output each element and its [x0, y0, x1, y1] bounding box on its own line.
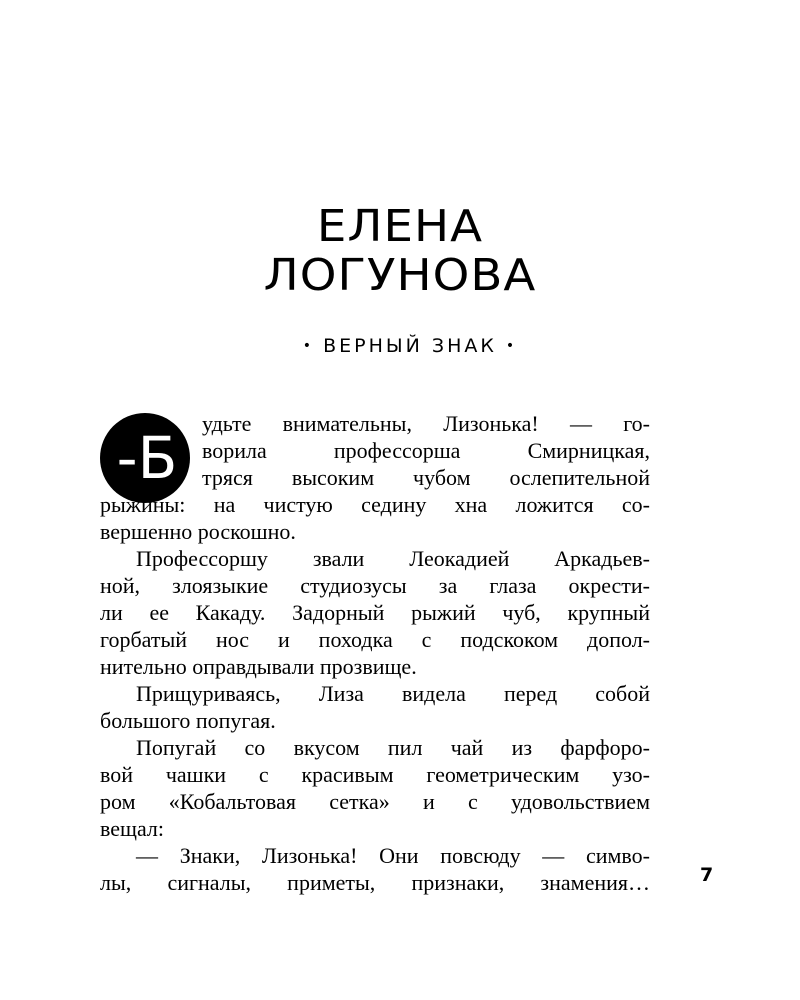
body-line: горбатый нос и походка с подскоком допол-	[100, 627, 650, 652]
book-title	[0, 337, 800, 356]
body-line: тряся высоким чубом ослепительной	[202, 465, 650, 490]
author-name-first: ЕЛЕНА	[316, 201, 484, 252]
title-bullet-right: •	[505, 338, 518, 354]
body-line: Профессоршу звали Леокадией Аркадьев-	[136, 546, 650, 571]
body-line: вершенно роскошно.	[100, 519, 296, 544]
drop-cap-letter: -Б	[116, 424, 178, 492]
body-line: вой чашки с красивым геометрическим узо-	[100, 762, 650, 787]
body-line: ной, злоязыкие студиозусы за глаза окрести-	[100, 573, 650, 598]
body-line: ром «Кобальтовая сетка» и с удовольствием	[100, 789, 650, 814]
body-line: вещал:	[100, 816, 165, 841]
author-name-last: ЛОГУНОВА	[263, 250, 537, 301]
body-line: большого попугая.	[100, 708, 276, 733]
drop-cap	[100, 413, 190, 503]
page-number: 7	[700, 864, 714, 886]
body-line: нительно оправдывали прозвище.	[100, 654, 417, 679]
title-text: ВЕРНЫЙ ЗНАК	[323, 335, 497, 357]
title-bullet-left: •	[302, 338, 315, 354]
body-line: лы, сигналы, приметы, признаки, знамения…	[100, 870, 650, 895]
body-line: рыжины: на чистую седину хна ложится со-	[100, 492, 650, 517]
body-line: удьте внимательны, Лизонька! — го-	[202, 411, 650, 436]
body-line: ли ее Какаду. Задорный рыжий чуб, крупный	[100, 600, 650, 625]
body-line: — Знаки, Лизонька! Они повсюду — симво-	[136, 843, 650, 868]
body-line: Прищуриваясь, Лиза видела перед собой	[136, 681, 650, 706]
body-line: ворила профессорша Смирницкая,	[202, 438, 650, 463]
body-line: Попугай со вкусом пил чай из фарфоро-	[136, 735, 650, 760]
